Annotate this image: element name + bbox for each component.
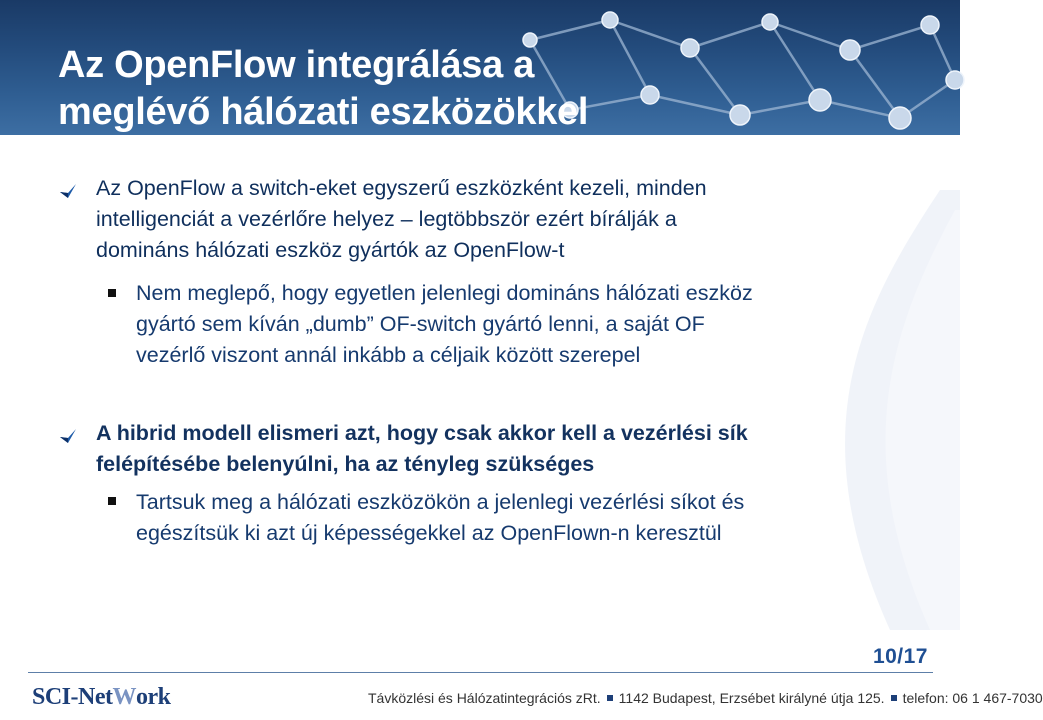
sub-bullet-1-line-3: vezérlő viszont annál inkább a céljaik között szerepel xyxy=(136,343,641,367)
sub-bullet-1-line-2: gyártó sem kíván „dumb” OF-switch gyártó lenni, a saját OF xyxy=(136,312,705,336)
square-bullet-icon xyxy=(108,289,116,297)
bullet-2-line-2: felépítésébe belenyúlni, ha az tényleg szükséges xyxy=(96,452,595,476)
sub-bullet-1-line-1: Nem meglepő, hogy egyetlen jelenlegi domináns hálózati eszköz xyxy=(136,281,753,305)
slide-title-line-1: Az OpenFlow integrálása a xyxy=(58,44,535,86)
bullet-1-line-3: domináns hálózati eszköz gyártók az OpenFlow-t xyxy=(96,238,565,262)
footer-divider xyxy=(28,672,933,673)
separator-square-icon xyxy=(607,695,613,701)
page-number: 10/17 xyxy=(872,645,928,668)
footer-company: Távközlési és Hálózatintegrációs zRt. xyxy=(368,690,601,706)
arrow-bullet-icon xyxy=(58,182,78,200)
logo-text-part-1: SCI-Net xyxy=(32,683,113,710)
company-logo xyxy=(32,682,171,712)
sub-bullet-2-line-1: Tartsuk meg a hálózati eszközökön a jelenlegi vezérlési síkot és xyxy=(136,490,745,514)
footer-address: 1142 Budapest, Erzsébet királyné útja 125. xyxy=(618,690,885,706)
bullet-1-line-1: Az OpenFlow a switch-eket egyszerű eszközként kezeli, minden xyxy=(96,176,707,200)
bullet-1-line-2: intelligenciát a vezérlőre helyez – legtöbbször ezért bírálják a xyxy=(96,207,677,231)
sub-bullet-item-2 xyxy=(136,487,916,549)
square-bullet-icon xyxy=(108,497,116,505)
separator-square-icon xyxy=(891,695,897,701)
footer-phone: telefon: 06 1 467-7030 xyxy=(902,690,1043,706)
bullet-item-2 xyxy=(96,418,916,480)
bullet-item-1 xyxy=(96,173,916,266)
footer-contact xyxy=(368,690,1043,706)
sub-bullet-item-1 xyxy=(136,278,916,371)
bullet-2-line-1: A hibrid modell elismeri azt, hogy csak akkor kell a vezérlési sík xyxy=(96,421,748,445)
logo-text-part-2: W xyxy=(112,683,136,710)
logo-text-part-3: ork xyxy=(136,683,171,710)
arrow-bullet-icon xyxy=(58,427,78,445)
slide-title xyxy=(58,42,588,136)
sub-bullet-2-line-2: egészítsük ki azt új képességekkel az OpenFlown-n keresztül xyxy=(136,521,722,545)
title-banner xyxy=(0,0,960,135)
slide-title-line-2: meglévő hálózati eszközökkel xyxy=(58,91,589,133)
